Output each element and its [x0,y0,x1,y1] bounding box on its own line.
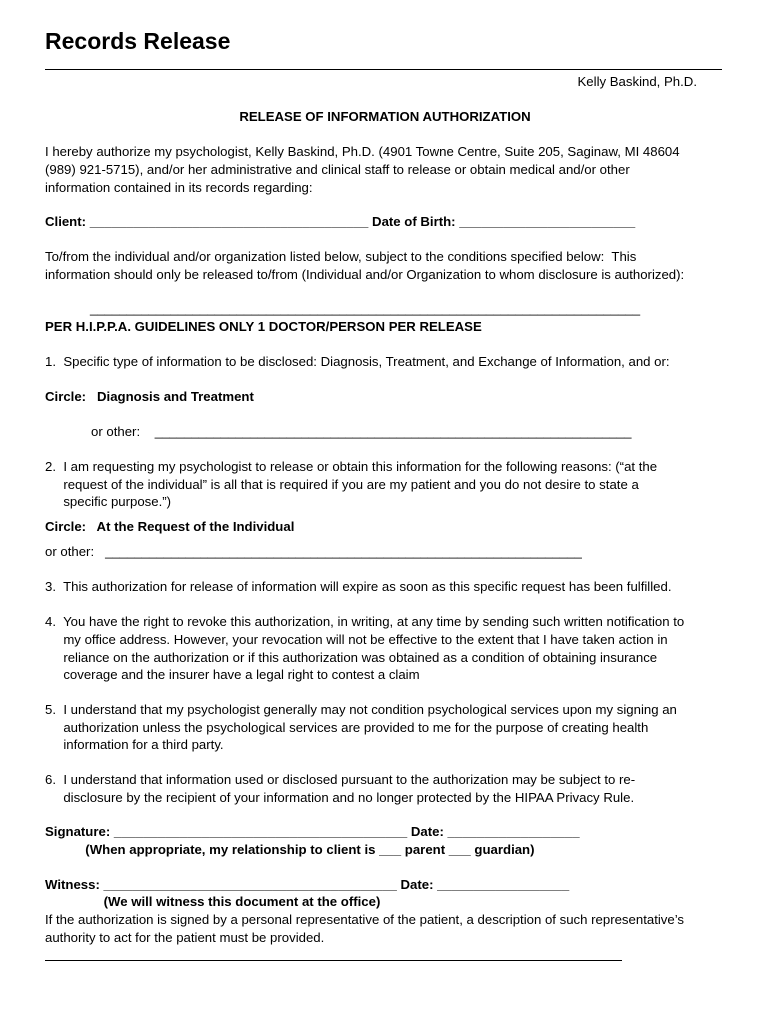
other-type-field[interactable]: or other: _________________________________________________________________ [91,424,632,439]
circle-diagnosis-treatment: Circle: Diagnosis and Treatment [45,389,254,404]
tofrom-line-1: To/from the individual and/or organization listed below, subject to the conditions specified below: This [45,249,637,264]
item-2-line-1: 2. I am requesting my psychologist to release or obtain this information for the following reasons: (“at the [45,459,658,474]
item-5-line-1: 5. I understand that my psychologist generally may not condition psychological services upon my signing an [45,702,677,717]
signature-date-field[interactable]: Signature: ________________________________________ Date: __________________ [45,824,580,839]
document-title: Records Release [45,28,231,54]
intro-line-3: information contained in its records regarding: [45,180,313,195]
item-1: 1. Specific type of information to be disclosed: Diagnosis, Treatment, and Exchange of Information, and or: [45,354,670,369]
item-6-line-2: disclosure by the recipient of your information and no longer protected by the HIPAA Privacy Rule. [45,790,635,805]
item-2-line-2: request of the individual” is all that is required if you are my patient and you do not desire to state a [45,477,639,492]
client-dob-field[interactable]: Client: ______________________________________ Date of Birth: ________________________ [45,214,636,229]
relationship-field[interactable]: (When appropriate, my relationship to client is ___ parent ___ guardian) [45,842,535,857]
intro-line-2: (989) 921-5715), and/or her administrative and clinical staff to release or obtain medical and/or other [45,162,630,177]
hipaa-heading: PER H.I.P.P.A. GUIDELINES ONLY 1 DOCTOR/PERSON PER RELEASE [45,319,482,334]
item-4-line-1: 4. You have the right to revoke this authorization, in writing, at any time by sending such written notification to [45,614,685,629]
item-5-line-3: information for a third party. [45,737,224,752]
tofrom-line-2: information should only be released to/from (Individual and/or Organization to whom disclosure is authorized): [45,267,685,282]
circle-request-individual: Circle: At the Request of the Individual [45,519,295,534]
other-reason-field[interactable]: or other: _________________________________________________________________ [45,544,582,559]
bottom-rule [45,960,622,961]
author-name: Kelly Baskind, Ph.D. [577,74,697,89]
witness-date-field[interactable]: Witness: ________________________________________ Date: __________________ [45,877,570,892]
item-4-line-2: my office address. However, your revocation will not be effective to the extent that I have taken action in [45,632,668,647]
item-4-line-4: coverage and the insurer have a legal right to contest a claim [45,667,420,682]
item-5-line-2: authorization unless the psychological services are provided to me for the purpose of creating health [45,720,649,735]
title-rule [45,69,722,70]
item-6-line-1: 6. I understand that information used or disclosed pursuant to the authorization may be subject to re- [45,772,636,787]
representative-note-line-2: authority to act for the patient must be provided. [45,930,325,945]
form-heading: RELEASE OF INFORMATION AUTHORIZATION [239,109,531,124]
item-2-line-3: specific purpose.”) [45,494,172,509]
representative-note-line-1: If the authorization is signed by a personal representative of the patient, a description of such representative’s [45,912,685,927]
item-3: 3. This authorization for release of information will expire as soon as this specific request has been fulfilled. [45,579,672,594]
item-4-line-3: reliance on the authorization or if this authorization was obtained as a condition of obtaining insurance [45,650,658,665]
intro-line-1: I hereby authorize my psychologist, Kelly Baskind, Ph.D. (4901 Towne Centre, Suite 205, Saginaw, MI 48604 [45,144,680,159]
organization-field[interactable]: ___________________________________________________________________________ [90,301,641,316]
witness-note: (We will witness this document at the office) [45,894,381,909]
